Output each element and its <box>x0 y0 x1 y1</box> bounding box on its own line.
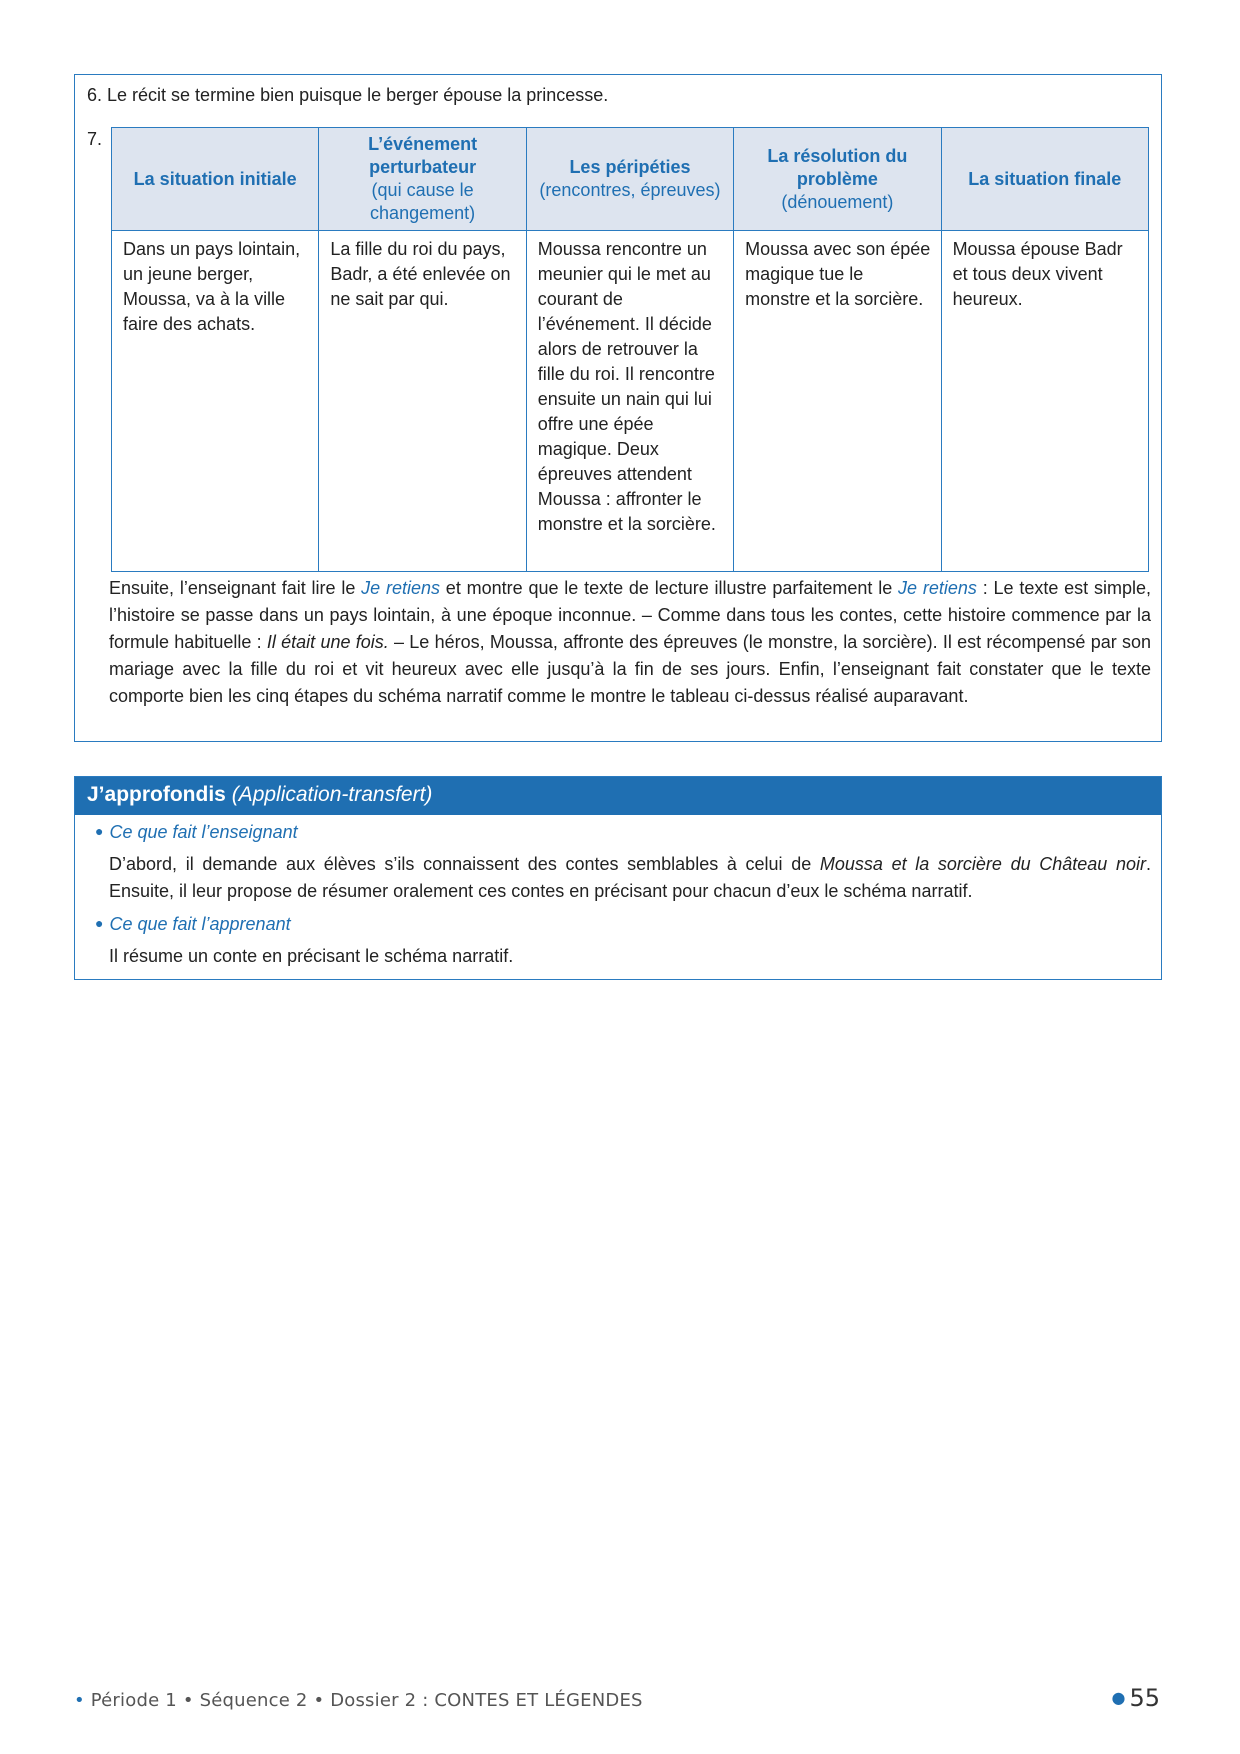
footer-running-title <box>74 1690 643 1711</box>
header-label: La situation initiale <box>133 168 297 189</box>
teacher-text <box>109 851 1151 905</box>
header-label: La situation finale <box>968 168 1122 189</box>
body-italic: Moussa et la sorcière du Château noir <box>819 854 1146 874</box>
page-bullet-icon: ● <box>1111 1688 1126 1707</box>
answer-7-number: 7. <box>87 129 103 149</box>
bullet-teacher <box>95 819 298 844</box>
je-retiens-link[interactable]: Je retiens <box>361 578 440 598</box>
approfondis-header <box>75 777 1161 815</box>
para-text: et montre que le texte de lecture illustre parfaitement le <box>440 578 899 598</box>
header-final-situation <box>941 128 1148 231</box>
narrative-schema-table <box>111 127 1149 572</box>
header-label: L’événement perturbateur <box>368 134 478 177</box>
para-italic: Il était une fois. <box>266 632 389 652</box>
footer-text: Période 1 • Séquence 2 • Dossier 2 : CONTES ET LÉGENDES <box>90 1690 643 1711</box>
bullet-label: Ce que fait l’apprenant <box>109 914 291 934</box>
explanation-paragraph <box>109 575 1151 710</box>
approfondis-title: J’approfondis <box>87 783 226 806</box>
approfondis-box <box>74 776 1162 980</box>
para-text: : Le texte est simple, l’histoire se passe dans un pays lointain, à une époque inconnue. – Comme dans tous les contes, cette histoire commence par la formule habituelle : <box>109 578 1151 652</box>
page-number <box>1111 1684 1160 1712</box>
learner-text: Il résume un conte en précisant le schéma narratif. <box>109 946 514 966</box>
para-text: Ensuite, l’enseignant fait lire le <box>109 578 362 598</box>
cell-final-situation: Moussa épouse Badr et tous deux vivent heureux. <box>941 231 1148 572</box>
header-adventures <box>526 128 733 231</box>
header-sublabel: (rencontres, épreuves) <box>539 180 721 200</box>
bullet-learner <box>95 911 291 936</box>
table-row <box>112 231 1149 572</box>
body-text: D’abord, il demande aux élèves s’ils connaissent des contes semblables à celui de <box>109 854 820 874</box>
approfondis-subtitle: (Application-transfert) <box>231 783 433 806</box>
table-header-row <box>112 128 1149 231</box>
page-number-value: 55 <box>1129 1684 1160 1712</box>
bullet-dot-icon: ● <box>95 823 104 839</box>
header-sublabel: (qui cause le changement) <box>370 180 476 223</box>
body-text: . Ensuite, il leur propose de résumer oralement ces contes en précisant pour chacun d’eux le schéma narratif. <box>109 854 1151 901</box>
cell-resolution: Moussa avec son épée magique tue le monstre et la sorcière. <box>734 231 941 572</box>
header-resolution <box>734 128 941 231</box>
header-disruptive-event <box>319 128 526 231</box>
footer-bullet-icon: • <box>74 1690 85 1711</box>
cell-initial-situation: Dans un pays lointain, un jeune berger, Moussa, va à la ville faire des achats. <box>112 231 319 572</box>
bullet-label: Ce que fait l’enseignant <box>109 822 298 842</box>
cell-adventures: Moussa rencontre un meunier qui le met au courant de l’événement. Il décide alors de retrouver la fille du roi. Il rencontre ensuite un nain qui lui offre une épée magique. Deux épreuves attendent Moussa : affronter le monstre et la sorcière. <box>526 231 733 572</box>
header-label: Les péripéties <box>569 157 691 177</box>
je-retiens-link[interactable]: Je retiens <box>898 578 977 598</box>
answers-box <box>74 74 1162 742</box>
cell-disruptive-event: La fille du roi du pays, Badr, a été enlevée on ne sait par qui. <box>319 231 526 572</box>
para-text: – Le héros, Moussa, affronte des épreuves (le monstre, la sorcière). Il est récompensé par son mariage avec la fille du roi et vit heureux avec elle jusqu’à la fin de ses jours. Enfin, l’enseignant fait constater que le texte comporte bien les cinq étapes du schéma narratif comme le montre le tableau ci-dessus réalisé auparavant. <box>109 632 1151 706</box>
bullet-dot-icon: ● <box>95 915 104 931</box>
answer-6: 6. Le récit se termine bien puisque le berger épouse la princesse. <box>87 85 609 105</box>
header-label: La résolution du problème <box>767 145 908 189</box>
header-initial-situation <box>112 128 319 231</box>
header-sublabel: (dénouement) <box>781 191 894 212</box>
